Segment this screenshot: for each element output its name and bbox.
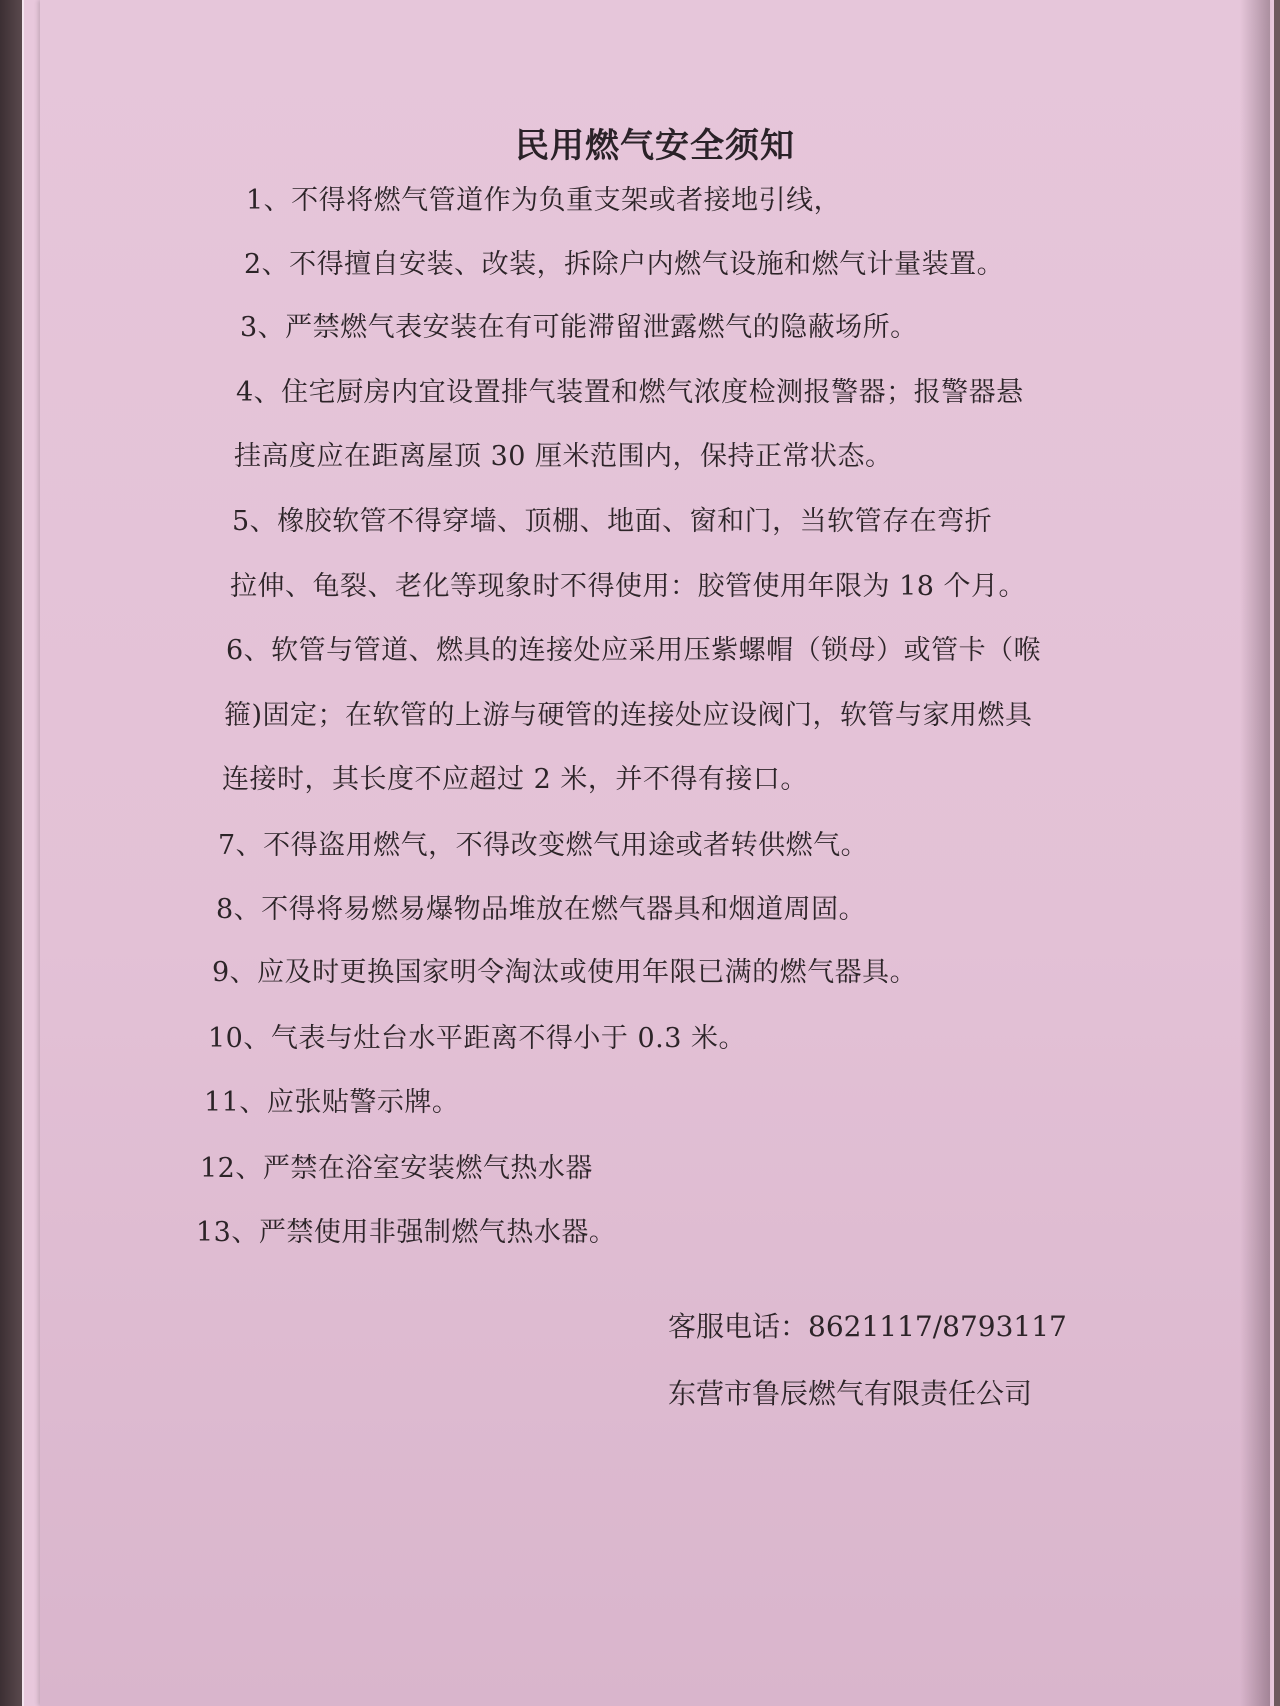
notice-sheet bbox=[40, 0, 1270, 1706]
notice-line-10: 10、气表与灶台水平距离不得小于 0.3 米。 bbox=[208, 1023, 746, 1054]
notice-line-8: 8、不得将易燃易爆物品堆放在燃气器具和烟道周固。 bbox=[216, 894, 867, 925]
notice-line-9: 9、应及时更换国家明令淘汰或使用年限已满的燃气器具。 bbox=[212, 957, 918, 988]
document-title: 民用燃气安全须知 bbox=[515, 126, 795, 166]
notice-line-1: 1、不得将燃气管道作为负重支架或者接地引线， bbox=[246, 185, 842, 216]
notice-line-5: 5、橡胶软管不得穿墙、顶棚、地面、窗和门，当软管存在弯折 bbox=[232, 506, 993, 537]
notice-line-6-cont-b: 连接时，其长度不应超过 2 米，并不得有接口。 bbox=[222, 764, 808, 795]
notice-line-4-cont: 挂高度应在距离屋顶 30 厘米范围内，保持正常状态。 bbox=[234, 441, 893, 472]
notice-line-5-cont: 拉伸、龟裂、老化等现象时不得使用：胶管使用年限为 18 个月。 bbox=[230, 571, 1027, 602]
notice-line-13: 13、严禁使用非强制燃气热水器。 bbox=[196, 1217, 617, 1248]
notice-line-4: 4、住宅厨房内宜设置排气装置和燃气浓度检测报警器；报警器悬 bbox=[236, 377, 1024, 408]
company-name: 东营市鲁辰燃气有限责任公司 bbox=[668, 1377, 1033, 1410]
notice-line-11: 11、应张贴警示牌。 bbox=[204, 1087, 460, 1118]
notice-line-6-cont-a: 箍)固定；在软管的上游与硬管的连接处应设阀门，软管与家用燃具 bbox=[224, 700, 1033, 731]
notice-line-3: 3、严禁燃气表安装在有可能滞留泄露燃气的隐蔽场所。 bbox=[240, 312, 918, 343]
service-phone: 客服电话：8621117/8793117 bbox=[668, 1310, 1067, 1343]
notice-line-12: 12、严禁在浴室安装燃气热水器 bbox=[200, 1153, 593, 1184]
edge-shadow bbox=[1240, 0, 1270, 1706]
notice-line-6: 6、软管与管道、燃具的连接处应采用压紫螺帽（锁母）或管卡（喉 bbox=[226, 635, 1042, 666]
notice-line-2: 2、不得擅自安装、改装，拆除户内燃气设施和燃气计量装置。 bbox=[244, 249, 1005, 280]
notice-line-7: 7、不得盗用燃气，不得改变燃气用途或者转供燃气。 bbox=[218, 830, 869, 861]
